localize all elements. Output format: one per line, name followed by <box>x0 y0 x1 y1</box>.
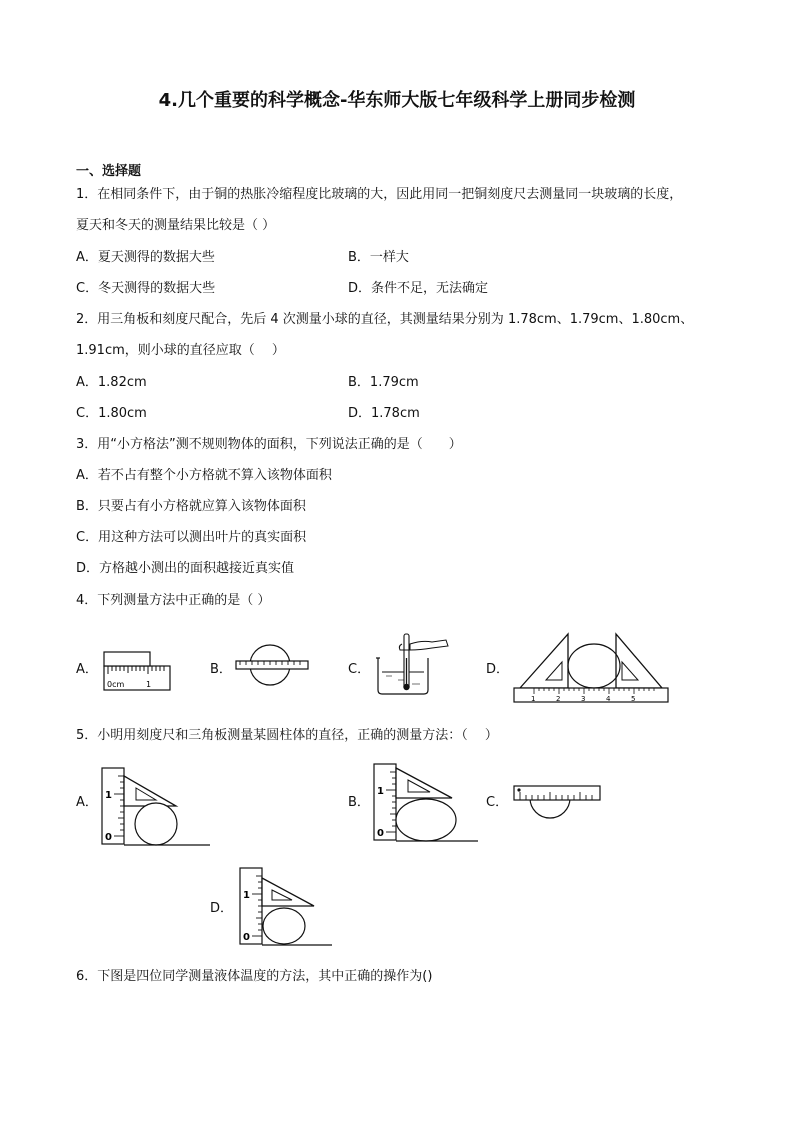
q4-figure-a-tick-1: 1 <box>146 680 152 689</box>
q1-stem-line2: 夏天和冬天的测量结果比较是（ ） <box>76 218 276 233</box>
q4-figure-d <box>512 630 670 706</box>
q5-figure-c <box>510 784 604 828</box>
q1-option-c: C．冬天测得的数据大些 <box>76 281 216 296</box>
q1-option-d: D．条件不足，无法确定 <box>348 281 489 296</box>
q5-figure-d <box>238 866 334 948</box>
q4-figure-d-tick-5: 5 <box>631 695 636 703</box>
q5-figure-b-label-0: 0 <box>377 828 384 839</box>
q2-option-a: A．1.82cm <box>76 375 147 390</box>
q5-figure-a-label-0: 0 <box>105 832 112 843</box>
q6-stem: 6．下图是四位同学测量液体温度的方法，其中正确的操作为() <box>76 969 433 984</box>
q2-stem-line1: 2．用三角板和刻度尺配合，先后 4 次测量小球的直径，其测量结果分别为 1.78cm、1.79cm、1.80cm、 <box>76 312 694 327</box>
q4-figure-a <box>100 648 172 694</box>
q3-stem: 3．用“小方格法”测不规则物体的面积，下列说法正确的是（ ） <box>76 437 462 452</box>
q4-figure-c <box>372 630 454 696</box>
q4-figure-a-tick-0: 0cm <box>107 680 125 689</box>
q1-option-a: A．夏天测得的数据大些 <box>76 250 215 265</box>
q4-stem: 4．下列测量方法中正确的是（ ） <box>76 593 271 608</box>
q4-figure-d-tick-1: 1 <box>531 695 536 703</box>
q5-figure-a <box>100 766 212 848</box>
q1-option-b: B．一样大 <box>348 250 409 265</box>
q1-stem-line1: 1．在相同条件下，由于铜的热胀冷缩程度比玻璃的大，因此用同一把铜刻度尺去测量同一块玻璃的长度， <box>76 187 683 202</box>
q3-option-b: B．只要占有小方格就应算入该物体面积 <box>76 499 306 514</box>
q2-option-d: D．1.78cm <box>348 406 420 421</box>
q5-label-d: D． <box>210 901 234 916</box>
q4-label-a: A． <box>76 662 98 677</box>
q2-option-b: B．1.79cm <box>348 375 419 390</box>
q2-stem-line2: 1.91cm，则小球的直径应取（ ） <box>76 343 285 358</box>
q4-label-c: C． <box>348 662 371 677</box>
q4-figure-d-tick-3: 3 <box>581 695 586 703</box>
q4-figure-b <box>234 642 310 688</box>
q5-label-c: C． <box>486 795 509 810</box>
q3-option-a: A．若不占有整个小方格就不算入该物体面积 <box>76 468 332 483</box>
q5-figure-d-label-0: 0 <box>243 932 250 943</box>
q2-option-c: C．1.80cm <box>76 406 147 421</box>
q5-figure-a-label-1: 1 <box>105 790 112 801</box>
q3-option-c: C．用这种方法可以测出叶片的真实面积 <box>76 530 307 545</box>
q5-stem: 5．小明用刻度尺和三角板测量某圆柱体的直径，正确的测量方法：（ ） <box>76 728 498 743</box>
q5-label-b: B． <box>348 795 370 810</box>
q4-label-b: B． <box>210 662 232 677</box>
q5-figure-b <box>372 762 482 844</box>
q4-label-d: D． <box>486 662 510 677</box>
q5-label-a: A． <box>76 795 98 810</box>
q5-figure-b-label-1: 1 <box>377 786 384 797</box>
page-title: 4.几个重要的科学概念-华东师大版七年级科学上册同步检测 <box>158 90 636 111</box>
section-heading: 一、选择题 <box>76 164 142 179</box>
q5-figure-d-label-1: 1 <box>243 890 250 901</box>
q4-figure-d-tick-4: 4 <box>606 695 611 703</box>
q3-option-d: D．方格越小测出的面积越接近真实值 <box>76 561 295 576</box>
q4-figure-d-tick-2: 2 <box>556 695 561 703</box>
